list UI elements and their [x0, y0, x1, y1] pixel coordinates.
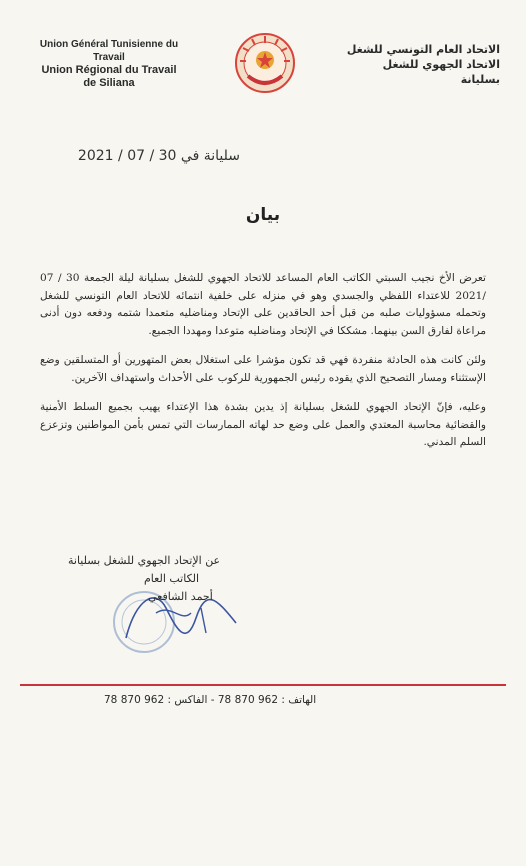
footer-divider	[20, 684, 506, 686]
region-ar: بسليانة	[460, 73, 500, 86]
regional-union-fr: Union Régional du Travail	[41, 64, 177, 76]
region-fr: de Siliana	[83, 77, 135, 89]
org-name-fr: Union Général Tunisienne du Travail	[39, 39, 179, 63]
paragraph: وعليه، فإنّ الإتحاد الجهوي للشغل بسليانة إذ يدين بشدة هذا الإعتداء يهيب بجميع السلط الأمنية والقضائية محاسبة المعتدي والعمل على وضع حد لهاته الممارسات التي تمس بأمن المواطنين وتزعزع السلم المدني.	[40, 401, 486, 448]
signature-name: أحمد الشافعي	[148, 590, 213, 603]
paragraph: ولئن كانت هذه الحادثة منفردة فهي قد تكون مؤشرا على استغلال بعض المتهورين أو المتسلقين وضع الإستثناء ومسار التصحيح الذي يقوده رئيس الجمهورية للركوب على الأحداث واستهداف الآخرين.	[40, 354, 486, 384]
paragraph: تعرض الأخ نجيب السبتي الكاتب العام المساعد للاتحاد الجهوي للشغل بسليانة ليلة الجمعة 30 / 07 /2021 للاعتداء اللفظي والجسدي وهو في منزله على خلفية انتمائه للاتحاد العام التونسي للشغل وتحمله مسؤوليات صلبه من قبل أحد الحاقدين على الإتحاد ومناضليه متعمدا شتمه ودفعه دون أدنى مراعاة لفارق السن بينهما. مشككا في الإتحاد ومناضليه متوعدا ومهددا الجميع.	[40, 272, 486, 337]
statement-body	[40, 270, 486, 464]
signature-role: الكاتب العام	[144, 572, 200, 585]
header-arabic	[330, 42, 500, 87]
signature-org: عن الإتحاد الجهوي للشغل بسليانة	[68, 554, 221, 567]
document-date: سليانة في 30 / 07 / 2021	[77, 148, 240, 164]
signature-block	[68, 552, 268, 606]
ugtt-emblem-icon	[234, 30, 296, 96]
footer-contact: الهاتف : 962 870 78 - الفاكس : 962 870 78	[104, 694, 317, 706]
header-french	[24, 38, 194, 90]
org-name-ar: الاتحاد العام التونسي للشغل	[346, 43, 500, 56]
regional-union-ar: الاتحاد الجهوي للشغل	[382, 58, 500, 71]
document-title: بيان	[245, 205, 281, 225]
